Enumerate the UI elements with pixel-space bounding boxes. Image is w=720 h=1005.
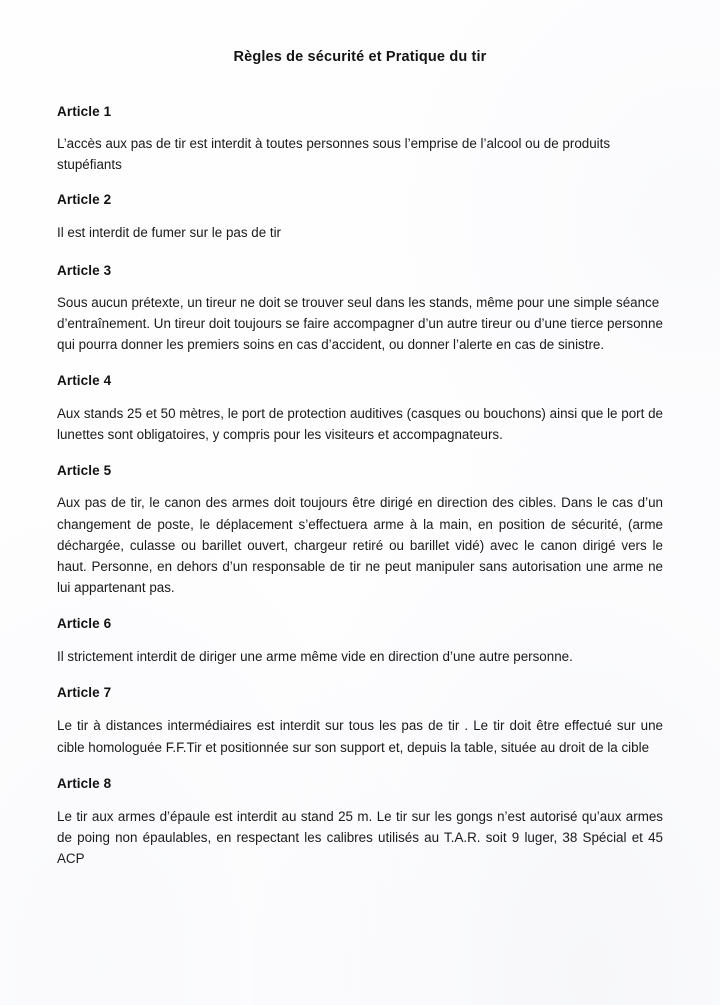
article-body: Sous aucun prétexte, un tireur ne doit se trouver seul dans les stands, même pour une simple séance d’entraînement. Un tireur doit toujours se faire accompagner d’un autre tireur ou d’une tierce personne qui pourra donner les premiers soins en cas d’accident, ou donner l’alerte en cas de sinistre. xyxy=(57,294,663,352)
article-section xyxy=(57,192,663,243)
article-heading: Article 5 xyxy=(57,463,112,479)
article-heading: Article 2 xyxy=(57,192,112,208)
article-heading: Article 7 xyxy=(57,685,112,701)
article-body: Aux stands 25 et 50 mètres, le port de protection auditives (casques ou bouchons) ainsi que le port de lunettes sont obligatoires, y compris pour les visiteurs et accompagnateurs. xyxy=(57,406,663,443)
article-section xyxy=(57,685,663,757)
article-body: Il strictement interdit de diriger une arme même vide en direction d’une autre personne. xyxy=(57,649,573,665)
article-section xyxy=(57,263,663,356)
article-heading: Article 4 xyxy=(57,373,112,389)
article-heading: Article 8 xyxy=(57,775,112,791)
article-section xyxy=(57,616,663,667)
article-section xyxy=(57,104,663,175)
article-section xyxy=(57,373,663,445)
article-body: Le tir à distances intermédiaires est interdit sur tous les pas de tir . Le tir doit être effectué sur une cible homologuée F.F.Tir et positionnée sur son support et, depuis la table, située au droit de la cible xyxy=(57,718,663,755)
document-body xyxy=(57,0,663,1005)
article-body: Il est interdit de fumer sur le pas de tir xyxy=(57,225,282,241)
article-body: L’accès aux pas de tir est interdit à toutes personnes sous l’emprise de l’alcool ou de produits stupéfiants xyxy=(57,136,611,173)
article-heading: Article 1 xyxy=(57,104,112,119)
article-body: Aux pas de tir, le canon des armes doit toujours être dirigé en direction des cibles. Dans le cas d’un changement de poste, le déplacement s’effectuera arme à la main, en position de sécurité, (arme déchargée, culasse ou barillet ouvert, chargeur retiré ou barillet vidé) avec le canon dirigé vers le haut. Personne, en dehors d’un responsable de tir ne peut manipuler sans autorisation une arme ne lui appartenant pas. xyxy=(57,495,663,596)
article-section xyxy=(57,776,663,870)
article-body: Le tir aux armes d’épaule est interdit au stand 25 m. Le tir sur les gongs n’est autorisé qu’aux armes de poing non épaulables, en respectant les calibres utilisés au T.A.R. soit 9 luger, 38 Spécial et 45 ACP xyxy=(57,808,663,867)
article-heading: Article 6 xyxy=(57,616,112,632)
article-heading: Article 3 xyxy=(57,262,112,278)
page-title: Règles de sécurité et Pratique du tir xyxy=(233,49,487,65)
article-section xyxy=(57,463,663,598)
